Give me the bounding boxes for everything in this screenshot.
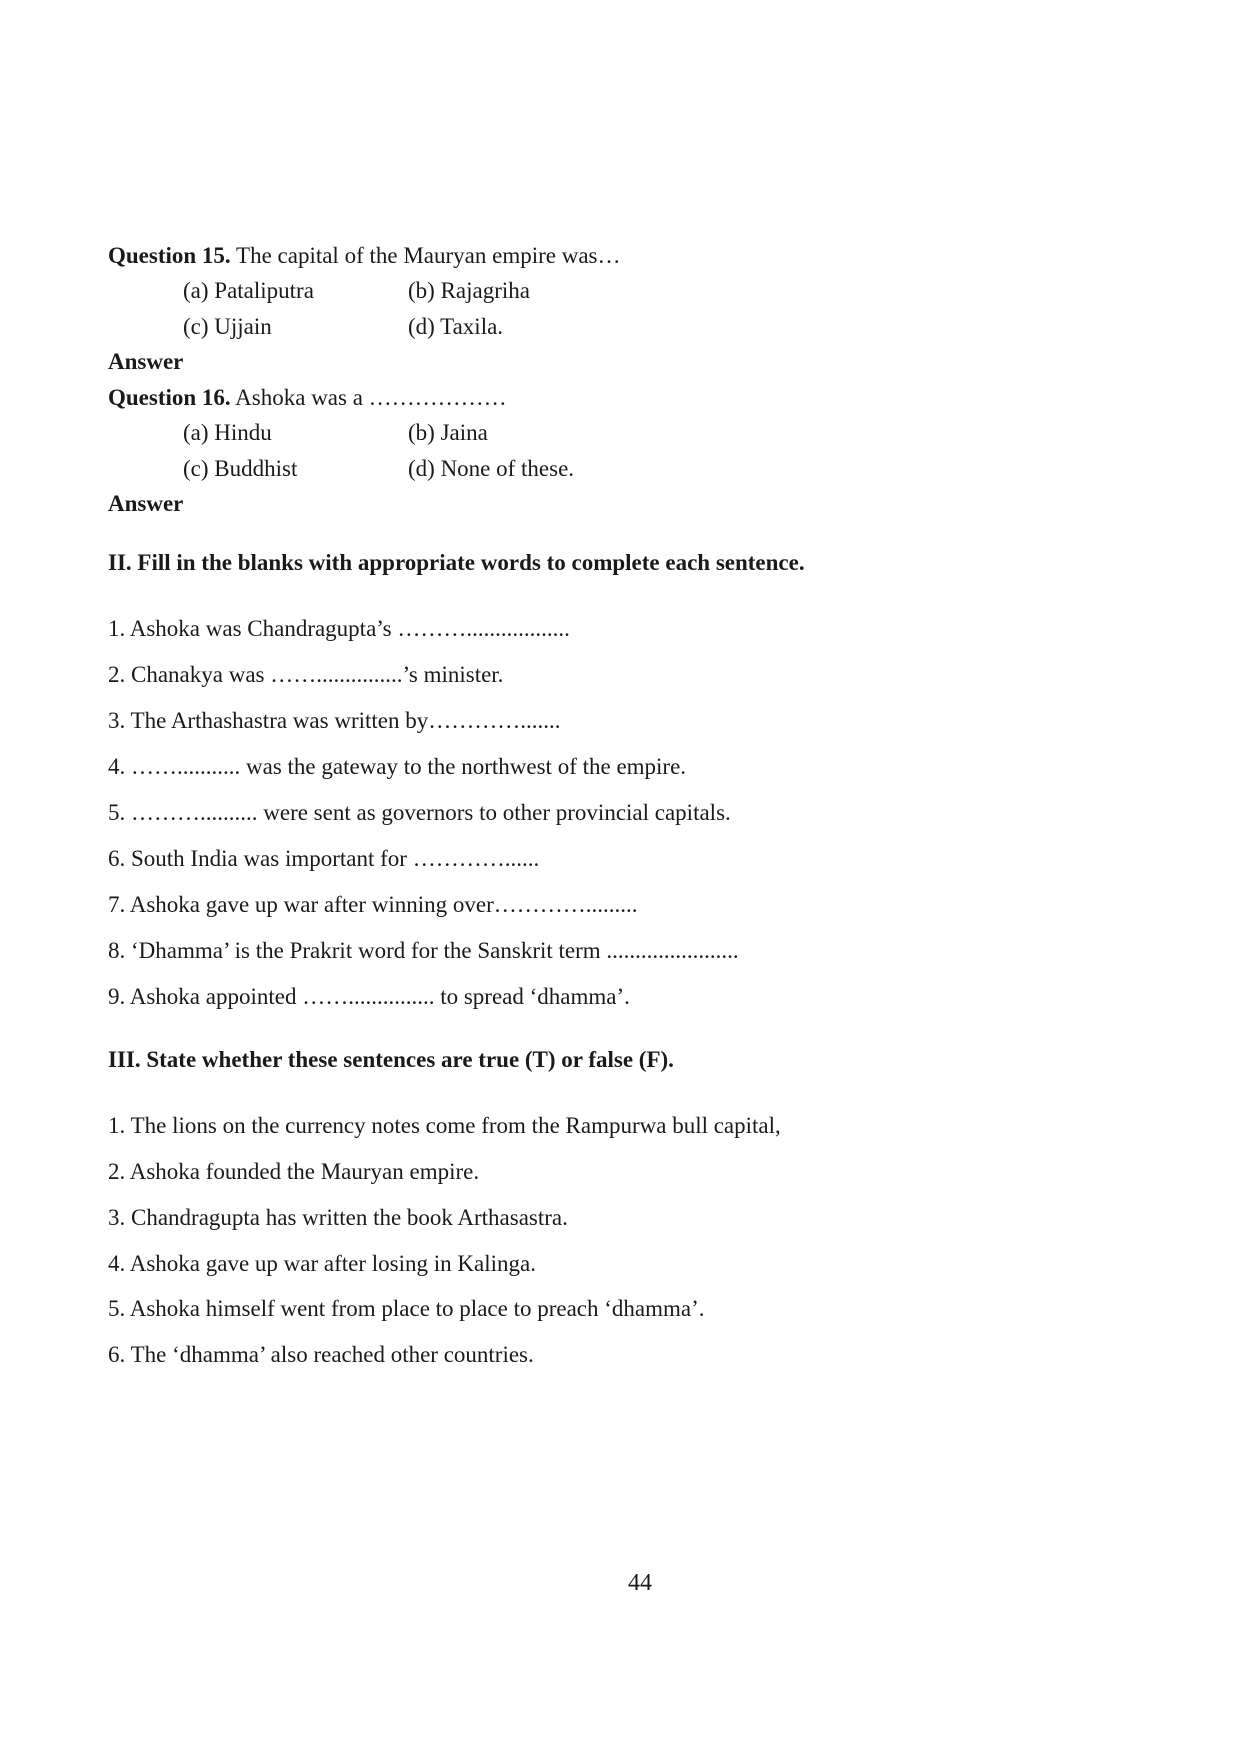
fill-blank-item: 1. Ashoka was Chandragupta’s ……….................. xyxy=(108,616,570,641)
fill-blank-item: 7. Ashoka gave up war after winning over…………......... xyxy=(108,892,638,917)
fill-blank-item: 4. ……........... was the gateway to the northwest of the empire. xyxy=(108,754,687,779)
question-label: Question 15. xyxy=(108,243,231,268)
fill-blank-item: 9. Ashoka appointed ……............... to spread ‘dhamma’. xyxy=(108,984,630,1009)
question-text: The capital of the Mauryan empire was… xyxy=(230,243,621,268)
question-16 xyxy=(108,384,507,412)
answer-label: Answer xyxy=(108,491,184,516)
true-false-item: 2. Ashoka founded the Mauryan empire. xyxy=(108,1159,480,1184)
true-false-item: 1. The lions on the currency notes come from the Rampurwa bull capital, xyxy=(108,1113,781,1138)
option-b: (b) Jaina xyxy=(408,420,488,445)
option-c: (c) Ujjain xyxy=(183,314,272,339)
question-text: Ashoka was a ……………… xyxy=(230,385,507,410)
true-false-item: 4. Ashoka gave up war after losing in Kalinga. xyxy=(108,1251,536,1276)
fill-blank-item: 5. ……….......... were sent as governors to other provincial capitals. xyxy=(108,800,731,825)
fill-blank-item: 8. ‘Dhamma’ is the Prakrit word for the Sanskrit term ....................... xyxy=(108,938,739,963)
true-false-item: 6. The ‘dhamma’ also reached other countries. xyxy=(108,1342,534,1367)
fill-blank-item: 2. Chanakya was ……...............’s minister. xyxy=(108,662,504,687)
option-b: (b) Rajagriha xyxy=(408,278,530,303)
true-false-item: 5. Ashoka himself went from place to place to preach ‘dhamma’. xyxy=(108,1296,705,1321)
option-d: (d) None of these. xyxy=(408,456,575,481)
section-heading-fill-blanks: II. Fill in the blanks with appropriate words to complete each sentence. xyxy=(108,550,805,575)
option-d: (d) Taxila. xyxy=(408,314,504,339)
answer-label: Answer xyxy=(108,349,184,374)
page-number: 44 xyxy=(628,1570,652,1596)
fill-blank-item: 3. The Arthashastra was written by…………....... xyxy=(108,708,561,733)
question-15 xyxy=(108,242,621,270)
true-false-item: 3. Chandragupta has written the book Arthasastra. xyxy=(108,1205,568,1230)
fill-blank-item: 6. South India was important for …………...... xyxy=(108,846,540,871)
option-a: (a) Hindu xyxy=(183,420,272,445)
question-label: Question 16. xyxy=(108,385,231,410)
section-heading-true-false: III. State whether these sentences are true (T) or false (F). xyxy=(108,1047,674,1072)
option-c: (c) Buddhist xyxy=(183,456,298,481)
option-a: (a) Pataliputra xyxy=(183,278,314,303)
